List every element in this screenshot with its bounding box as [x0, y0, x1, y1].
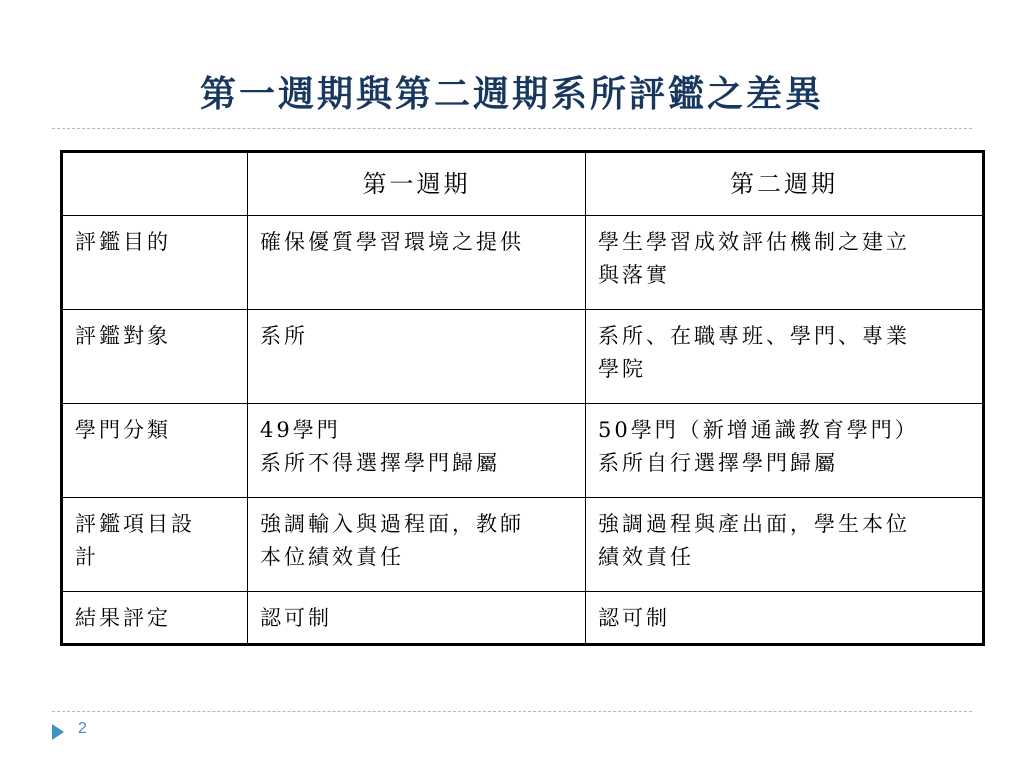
cell-line: 與落實 [598, 263, 670, 287]
cell-line: 確保優質學習環境之提供 [260, 230, 524, 254]
header-cell-first-cycle: 第一週期 [248, 152, 586, 216]
bottom-divider [52, 711, 972, 712]
header-cell-second-cycle: 第二週期 [586, 152, 984, 216]
row-label: 評鑑對象 [62, 310, 248, 404]
second-cycle-cell [586, 592, 984, 645]
top-divider [52, 128, 972, 129]
table-header-row [62, 152, 984, 216]
first-cycle-cell [248, 498, 586, 592]
table-row [62, 592, 984, 645]
second-cycle-cell [586, 310, 984, 404]
cell-line: 系所不得選擇學門歸屬 [260, 451, 500, 475]
row-label: 學門分類 [62, 404, 248, 498]
cell-line: 強調過程與產出面，學生本位 [598, 512, 910, 536]
cell-line: 認可制 [598, 606, 670, 630]
cell-line: 認可制 [260, 606, 332, 630]
row-label [62, 498, 248, 592]
table-row [62, 216, 984, 310]
table-row [62, 310, 984, 404]
cell-line: 評鑑項目設 [75, 512, 195, 536]
header-cell-empty [62, 152, 248, 216]
cell-line: 系所、在職專班、學門、專業 [598, 324, 910, 348]
first-cycle-cell [248, 404, 586, 498]
cell-line: 系所 [260, 324, 308, 348]
table-row [62, 498, 984, 592]
cell-line: 績效責任 [598, 545, 694, 569]
row-label: 結果評定 [62, 592, 248, 645]
first-cycle-cell [248, 592, 586, 645]
slide-title: 第一週期與第二週期系所評鑑之差異 [199, 73, 824, 115]
cell-line: 計 [75, 545, 99, 569]
triangle-bullet-icon [52, 724, 64, 740]
table-row [62, 404, 984, 498]
cell-line: 學生學習成效評估機制之建立 [598, 230, 910, 254]
cell-line: 50學門（新增通識教育學門） [598, 418, 919, 442]
first-cycle-cell [248, 310, 586, 404]
row-label: 評鑑目的 [62, 216, 248, 310]
cell-line: 系所自行選擇學門歸屬 [598, 451, 838, 475]
cell-line: 學院 [598, 357, 646, 381]
cell-line: 本位績效責任 [260, 545, 404, 569]
second-cycle-cell [586, 404, 984, 498]
first-cycle-cell [248, 216, 586, 310]
cell-line: 強調輸入與過程面，教師 [260, 512, 524, 536]
second-cycle-cell [586, 498, 984, 592]
page-number: 2 [78, 720, 87, 737]
comparison-table [60, 150, 985, 646]
second-cycle-cell [586, 216, 984, 310]
cell-line: 49學門 [260, 418, 341, 442]
